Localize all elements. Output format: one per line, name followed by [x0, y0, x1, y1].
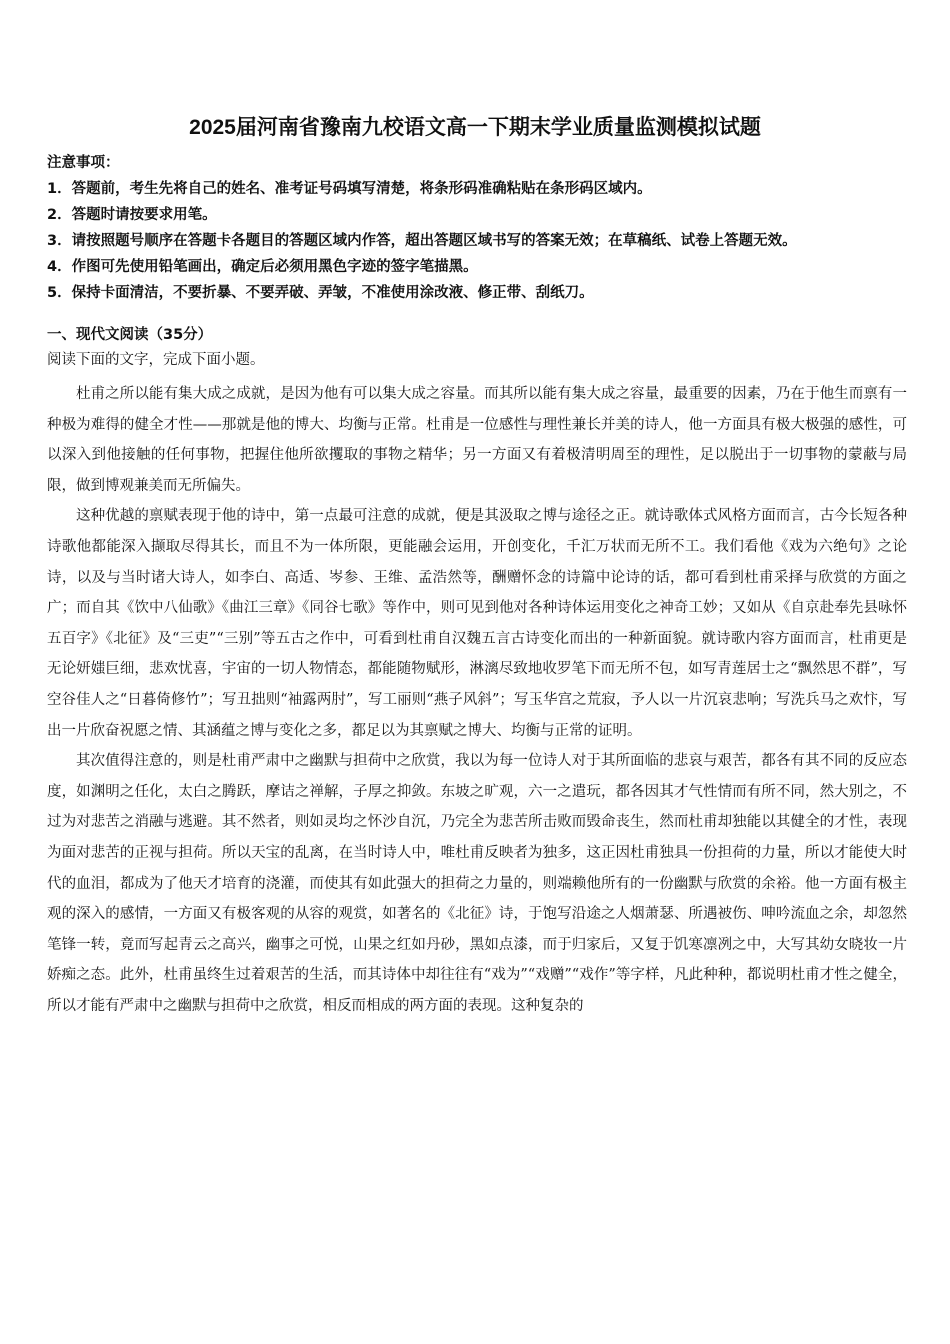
reading-passage: [47, 379, 907, 1021]
notice-item: 5．保持卡面清洁，不要折暴、不要弄破、弄皱，不准使用涂改液、修正带、刮纸刀。: [47, 285, 594, 301]
notice-heading: 注意事项：: [47, 155, 120, 171]
reading-instruction: 阅读下面的文字，完成下面小题。: [47, 352, 265, 368]
notice-item: 2．答题时请按要求用笔。: [47, 207, 217, 223]
passage-paragraph: 其次值得注意的，则是杜甫严肃中之幽默与担荷中之欣赏，我以为每一位诗人对于其所面临的悲哀与艰苦，都各有其不同的反应态度，如渊明之任化，太白之腾跃，摩诘之禅解，子厚之抑敛。东坡之旷观，六一之遣玩，都各因其才气性情而有所不同，然大别之，不过为对悲苦之消融与逃避。其不然者，则如灵均之怀沙自沉，乃完全为悲苦所击败而毁命丧生，然而杜甫却独能以其健全的才性，表现为面对悲苦的正视与担荷。所以天宝的乱离，在当时诗人中，唯杜甫反映者为独多，这正因杜甫独具一份担荷的力量，所以才能使大时代的血泪，都成为了他天才培育的浇灌，而使其有如此强大的担荷之力量的，则端赖他所有的一份幽默与欣赏的余裕。他一方面有极主观的深入的感情，一方面又有极客观的从容的观赏，如著名的《北征》诗，于饱写沿途之人烟萧瑟、所遇被伤、呻吟流血之余，却忽然笔锋一转，竟而写起青云之高兴，幽事之可悦，山果之红如丹砂，黑如点漆，而于归家后，又复于饥寒凛冽之中，大写其幼女晓妆一片娇痴之态。此外，杜甫虽终生过着艰苦的生活，而其诗体中却往往有“戏为”“戏赠”“戏作”等字样，凡此种种，都说明杜甫才性之健全，所以才能有严肃中之幽默与担荷中之欣赏，相反而相成的两方面的表现。这种复杂的: [47, 753, 907, 1014]
document-title: 2025届河南省豫南九校语文高一下期末学业质量监测模拟试题: [189, 116, 761, 139]
passage-paragraph: 这种优越的禀赋表现于他的诗中，第一点最可注意的成就，便是其汲取之博与途径之正。就诗歌体式风格方面而言，古今长短各种诗歌他都能深入撷取尽得其长，而且不为一体所限，更能融会运用，开创变化，千汇万状而无所不工。我们看他《戏为六绝句》之论诗，以及与当时诸大诗人，如李白、高适、岑参、王维、孟浩然等，酬赠怀念的诗篇中论诗的话，都可看到杜甫采择与欣赏的方面之广；而自其《饮中八仙歌》《曲江三章》《同谷七歌》等作中，则可见到他对各种诗体运用变化之神奇工妙；又如从《自京赴奉先县咏怀五百字》《北征》及“三吏”“三别”等五古之作中，可看到杜甫自汉魏五言古诗变化而出的一种新面貌。就诗歌内容方面而言，杜甫更是无论妍媸巨细，悲欢忧喜，宇宙的一切人物情态，都能随物赋形，淋漓尽致地收罗笔下而无所不包，如写青莲居士之“飘然思不群”，写空谷佳人之“日暮倚修竹”；写丑拙则“袖露两肘”，写工丽则“燕子风斜”；写玉华宫之荒寂，予人以一片沉哀悲响；写洗兵马之欢忭，写出一片欣奋祝愿之情、其涵蕴之博与变化之多，都足以为其禀赋之博大、均衡与正常的证明。: [47, 508, 907, 739]
notice-item: 1．答题前，考生先将自己的姓名、准考证号码填写清楚，将条形码准确粘贴在条形码区域内。: [47, 181, 652, 197]
passage-paragraph: 杜甫之所以能有集大成之成就，是因为他有可以集大成之容量。而其所以能有集大成之容量，最重要的因素，乃在于他生而禀有一种极为难得的健全才性——那就是他的博大、均衡与正常。杜甫是一位感性与理性兼长并美的诗人，他一方面具有极大极强的感性，可以深入到他接触的任何事物，把握住他所欲攫取的事物之精华；另一方面又有着极清明周至的理性，足以脱出于一切事物的蒙蔽与局限，做到博观兼美而无所偏失。: [47, 386, 907, 494]
notice-item: 4．作图可先使用铅笔画出，确定后必须用黑色字迹的签字笔描黑。: [47, 259, 478, 275]
section-heading: 一、现代文阅读（35分）: [47, 327, 213, 343]
notice-section: [47, 150, 917, 306]
notice-item: 3．请按照题号顺序在答题卡各题目的答题区域内作答，超出答题区域书写的答案无效；在草稿纸、试卷上答题无效。: [47, 233, 797, 249]
